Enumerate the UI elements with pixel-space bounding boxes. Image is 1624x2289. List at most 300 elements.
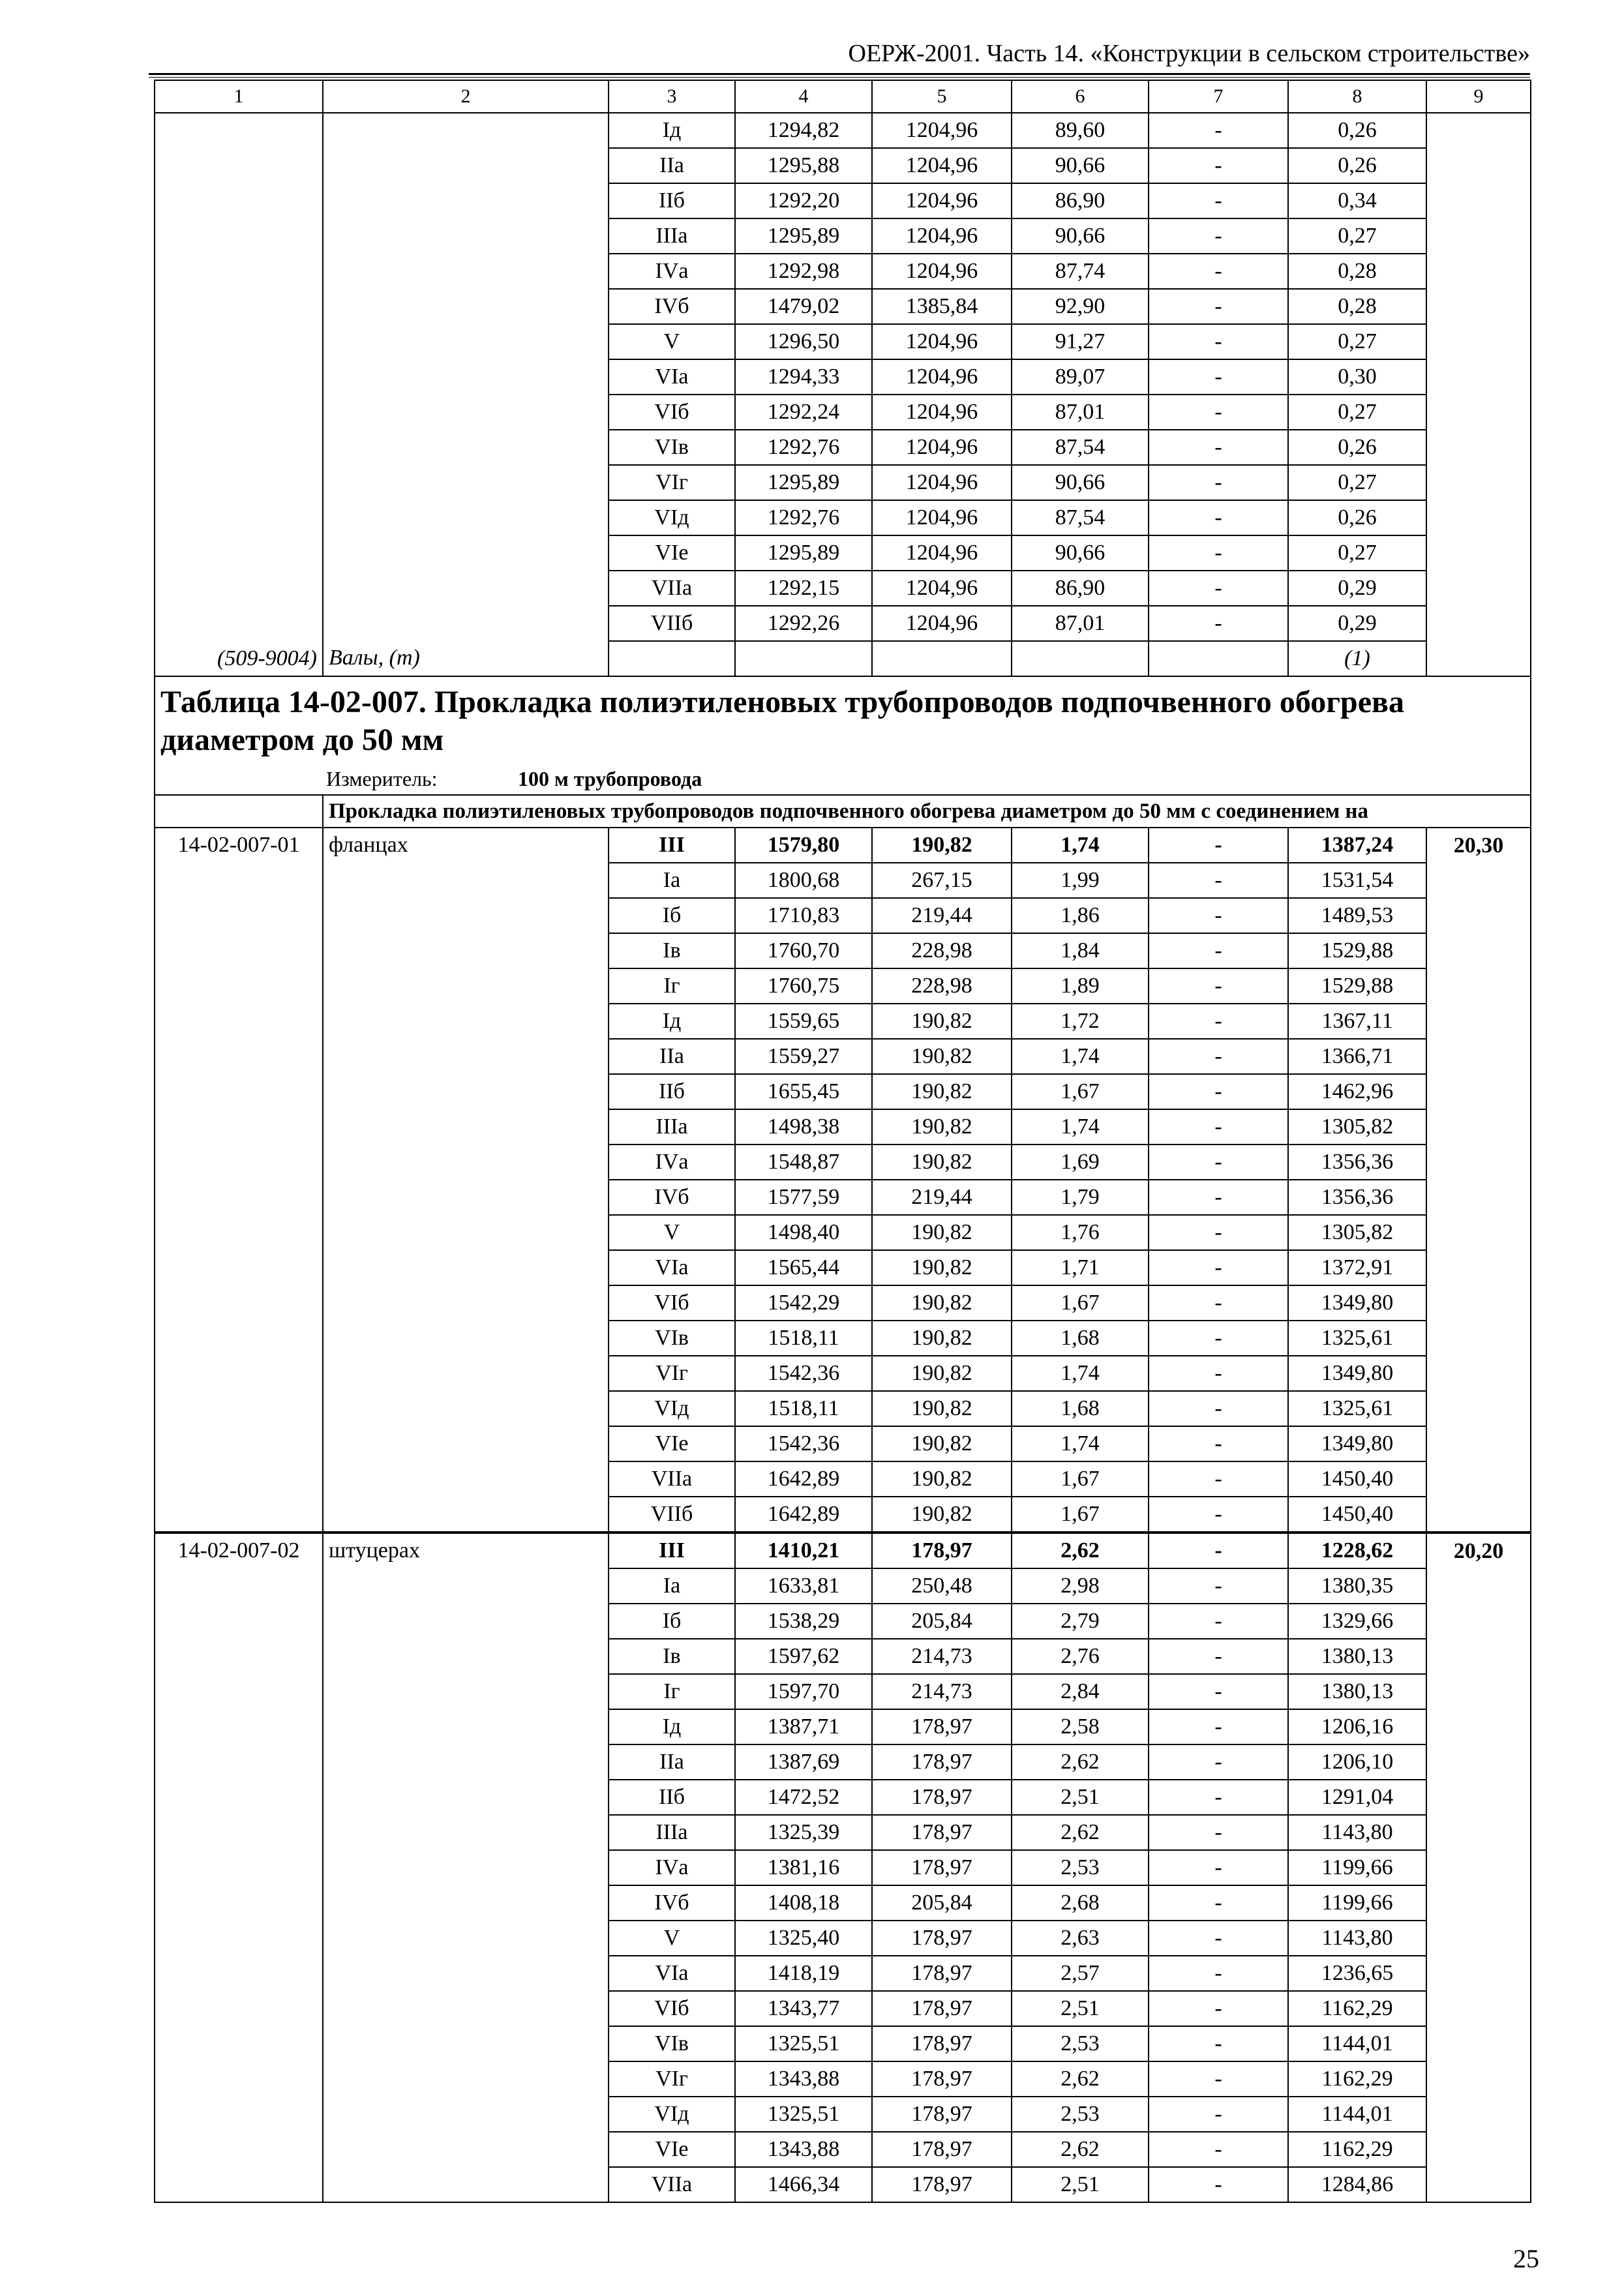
value-cell: 1162,29 bbox=[1288, 2132, 1426, 2167]
value-cell: 1325,51 bbox=[735, 2097, 872, 2132]
value-cell: 178,97 bbox=[872, 1744, 1012, 1780]
value-cell: 1559,65 bbox=[735, 1004, 872, 1039]
table-row bbox=[155, 359, 1531, 395]
value-cell: 0,26 bbox=[1288, 113, 1426, 148]
labor-cell bbox=[1426, 465, 1531, 500]
value-cell: 1380,13 bbox=[1288, 1639, 1426, 1674]
value-cell: - bbox=[1149, 1074, 1288, 1109]
code-cell bbox=[155, 1568, 323, 1604]
value-cell: - bbox=[1149, 254, 1288, 289]
value-cell: VIа bbox=[609, 359, 735, 395]
resource-row bbox=[155, 641, 1531, 676]
value-cell: 190,82 bbox=[872, 1144, 1012, 1180]
column-number: 9 bbox=[1426, 80, 1531, 113]
value-cell: 1410,21 bbox=[735, 1533, 872, 1568]
name-cell bbox=[323, 465, 609, 500]
table-row bbox=[155, 113, 1531, 148]
value-cell: 1204,96 bbox=[872, 148, 1012, 183]
value-cell: 1206,10 bbox=[1288, 1744, 1426, 1780]
code-cell bbox=[155, 395, 323, 430]
labor-cell bbox=[1426, 1109, 1531, 1144]
value-cell: 1565,44 bbox=[735, 1250, 872, 1285]
value-cell: 0,27 bbox=[1288, 465, 1426, 500]
value-cell: IVб bbox=[609, 1885, 735, 1921]
value-cell: 1597,70 bbox=[735, 1674, 872, 1709]
labor-cell bbox=[1426, 218, 1531, 254]
value-cell: IIб bbox=[609, 1780, 735, 1815]
value-cell: - bbox=[1149, 465, 1288, 500]
table-row bbox=[155, 1568, 1531, 1604]
value-cell: 2,62 bbox=[1012, 1744, 1149, 1780]
value-cell: 1,84 bbox=[1012, 933, 1149, 968]
value-cell: 1356,36 bbox=[1288, 1144, 1426, 1180]
value-cell: VIе bbox=[609, 535, 735, 571]
value-cell: 0,29 bbox=[1288, 606, 1426, 641]
value-cell: - bbox=[1149, 1285, 1288, 1321]
value-cell: IIа bbox=[609, 1744, 735, 1780]
value-cell: IIб bbox=[609, 183, 735, 218]
value-cell: - bbox=[1149, 1885, 1288, 1921]
resource-name: Валы, (т) bbox=[323, 641, 609, 676]
value-cell: 1385,84 bbox=[872, 289, 1012, 324]
value-cell: 1387,69 bbox=[735, 1744, 872, 1780]
column-number: 4 bbox=[735, 80, 872, 113]
labor-cell bbox=[1426, 254, 1531, 289]
name-cell bbox=[323, 113, 609, 148]
name-cell bbox=[323, 1180, 609, 1215]
header-rule bbox=[149, 73, 1530, 75]
name-cell bbox=[323, 1850, 609, 1885]
table-row bbox=[155, 1497, 1531, 1533]
labor-cell bbox=[1426, 1850, 1531, 1885]
name-cell bbox=[323, 2132, 609, 2167]
value-cell: - bbox=[1149, 2026, 1288, 2061]
value-cell: 178,97 bbox=[872, 1956, 1012, 1991]
name-cell bbox=[323, 1321, 609, 1356]
value-cell: - bbox=[1149, 1144, 1288, 1180]
value-cell: 1349,80 bbox=[1288, 1285, 1426, 1321]
value-cell: 1760,70 bbox=[735, 933, 872, 968]
value-cell: 190,82 bbox=[872, 1109, 1012, 1144]
code-cell bbox=[155, 1285, 323, 1321]
value-cell: V bbox=[609, 1921, 735, 1956]
labor-cell bbox=[1426, 359, 1531, 395]
value-cell: 1466,34 bbox=[735, 2167, 872, 2202]
value-cell: 0,27 bbox=[1288, 324, 1426, 359]
labor-cell bbox=[1426, 571, 1531, 606]
code-cell bbox=[155, 1815, 323, 1850]
value-cell: 178,97 bbox=[872, 1709, 1012, 1744]
value-cell: - bbox=[1149, 1568, 1288, 1604]
value-cell: 1380,35 bbox=[1288, 1568, 1426, 1604]
value-cell: - bbox=[1149, 1744, 1288, 1780]
value-cell: - bbox=[1149, 1215, 1288, 1250]
code-cell bbox=[155, 2061, 323, 2097]
value-cell: - bbox=[1149, 183, 1288, 218]
name-cell bbox=[323, 1004, 609, 1039]
name-cell bbox=[323, 1991, 609, 2026]
value-cell: 2,57 bbox=[1012, 1956, 1149, 1991]
value-cell: 2,51 bbox=[1012, 1780, 1149, 1815]
table-row bbox=[155, 254, 1531, 289]
value-cell: - bbox=[1149, 430, 1288, 465]
labor-cell bbox=[1426, 1074, 1531, 1109]
value-cell: 0,26 bbox=[1288, 500, 1426, 535]
code-cell bbox=[155, 148, 323, 183]
value-cell: V bbox=[609, 1215, 735, 1250]
value-cell: 1387,24 bbox=[1288, 828, 1426, 863]
table-title-row bbox=[155, 676, 1531, 763]
value-cell: 214,73 bbox=[872, 1674, 1012, 1709]
labor-cell bbox=[1426, 1780, 1531, 1815]
value-cell: 1292,76 bbox=[735, 430, 872, 465]
code-cell bbox=[155, 1956, 323, 1991]
table-row bbox=[155, 606, 1531, 641]
labor-cell bbox=[1426, 395, 1531, 430]
table-row bbox=[155, 1744, 1531, 1780]
name-cell bbox=[323, 183, 609, 218]
value-cell: 267,15 bbox=[872, 863, 1012, 898]
value-cell: 1367,11 bbox=[1288, 1004, 1426, 1039]
labor-cell bbox=[1426, 1709, 1531, 1744]
name-cell bbox=[323, 1497, 609, 1533]
labor-cell bbox=[1426, 898, 1531, 933]
value-cell: 1292,76 bbox=[735, 500, 872, 535]
value-cell: - bbox=[1149, 606, 1288, 641]
name-cell bbox=[323, 1144, 609, 1180]
code-cell bbox=[155, 289, 323, 324]
labor-cell: 20,20 bbox=[1426, 1533, 1531, 1568]
code-cell bbox=[155, 1780, 323, 1815]
table-row bbox=[155, 863, 1531, 898]
code-cell bbox=[155, 1991, 323, 2026]
value-cell: 1,71 bbox=[1012, 1250, 1149, 1285]
code-cell bbox=[155, 1426, 323, 1461]
table-row bbox=[155, 1426, 1531, 1461]
value-cell: 90,66 bbox=[1012, 148, 1149, 183]
value-cell: - bbox=[1149, 1039, 1288, 1074]
labor-cell bbox=[1426, 1215, 1531, 1250]
table-row bbox=[155, 1604, 1531, 1639]
value-cell: - bbox=[1149, 1921, 1288, 1956]
value-cell: 0,27 bbox=[1288, 395, 1426, 430]
value-cell: 1577,59 bbox=[735, 1180, 872, 1215]
value-cell: 2,51 bbox=[1012, 1991, 1149, 2026]
value-cell: 1450,40 bbox=[1288, 1461, 1426, 1497]
value-cell: - bbox=[1149, 1109, 1288, 1144]
value-cell: 87,54 bbox=[1012, 430, 1149, 465]
labor-cell bbox=[1426, 113, 1531, 148]
table-row bbox=[155, 1144, 1531, 1180]
code-cell bbox=[155, 1321, 323, 1356]
value-cell: VIд bbox=[609, 1391, 735, 1426]
value-cell: Iг bbox=[609, 1674, 735, 1709]
value-cell: VIIб bbox=[609, 606, 735, 641]
value-cell: 1325,40 bbox=[735, 1921, 872, 1956]
value-cell: Iб bbox=[609, 1604, 735, 1639]
value-cell: - bbox=[1149, 968, 1288, 1004]
code-cell bbox=[155, 1497, 323, 1533]
value-cell: 1144,01 bbox=[1288, 2026, 1426, 2061]
value-cell: 1548,87 bbox=[735, 1144, 872, 1180]
name-cell bbox=[323, 2026, 609, 2061]
value-cell: 1,67 bbox=[1012, 1497, 1149, 1533]
table-row bbox=[155, 1921, 1531, 1956]
code-cell bbox=[155, 606, 323, 641]
value-cell: 0,27 bbox=[1288, 218, 1426, 254]
value-cell: IVб bbox=[609, 1180, 735, 1215]
code-cell bbox=[155, 218, 323, 254]
value-cell: IVб bbox=[609, 289, 735, 324]
value-cell: - bbox=[1149, 1533, 1288, 1568]
value-cell: - bbox=[1149, 898, 1288, 933]
table-row bbox=[155, 1709, 1531, 1744]
value-cell: IVа bbox=[609, 254, 735, 289]
value-cell: 1143,80 bbox=[1288, 1815, 1426, 1850]
value-cell: 205,84 bbox=[872, 1604, 1012, 1639]
code-cell bbox=[155, 898, 323, 933]
value-cell: 178,97 bbox=[872, 2167, 1012, 2202]
value-cell: 1760,75 bbox=[735, 968, 872, 1004]
value-cell: 1204,96 bbox=[872, 218, 1012, 254]
value-cell: 1,67 bbox=[1012, 1461, 1149, 1497]
value-cell: - bbox=[1149, 218, 1288, 254]
value-cell: VIIа bbox=[609, 571, 735, 606]
labor-cell bbox=[1426, 2167, 1531, 2202]
name-cell bbox=[323, 1109, 609, 1144]
value-cell: 1655,45 bbox=[735, 1074, 872, 1109]
value-cell: VIб bbox=[609, 1991, 735, 2026]
value-cell: VIг bbox=[609, 465, 735, 500]
value-cell: 178,97 bbox=[872, 2132, 1012, 2167]
name-cell bbox=[323, 1391, 609, 1426]
value-cell: 1,99 bbox=[1012, 863, 1149, 898]
value-cell: 1559,27 bbox=[735, 1039, 872, 1074]
code-cell bbox=[155, 359, 323, 395]
value-cell: IIб bbox=[609, 1074, 735, 1109]
value-cell: 87,01 bbox=[1012, 606, 1149, 641]
code-cell bbox=[155, 1004, 323, 1039]
value-cell: IIа bbox=[609, 1039, 735, 1074]
labor-cell bbox=[1426, 933, 1531, 968]
value-cell: III bbox=[609, 828, 735, 863]
value-cell: 0,27 bbox=[1288, 535, 1426, 571]
code-cell bbox=[155, 324, 323, 359]
value-cell: 190,82 bbox=[872, 1074, 1012, 1109]
table-row bbox=[155, 1885, 1531, 1921]
value-cell: Iа bbox=[609, 1568, 735, 1604]
labor-cell bbox=[1426, 1956, 1531, 1991]
value-cell: 1542,29 bbox=[735, 1285, 872, 1321]
table-row bbox=[155, 1109, 1531, 1144]
value-cell: - bbox=[1149, 1709, 1288, 1744]
name-cell bbox=[323, 606, 609, 641]
code-cell bbox=[155, 465, 323, 500]
table-row bbox=[155, 1674, 1531, 1709]
name-cell bbox=[323, 1674, 609, 1709]
value-cell: 1343,88 bbox=[735, 2132, 872, 2167]
labor-cell bbox=[1426, 1321, 1531, 1356]
value-cell: 190,82 bbox=[872, 1391, 1012, 1426]
labor-cell bbox=[1426, 1039, 1531, 1074]
table-row bbox=[155, 430, 1531, 465]
code-cell bbox=[155, 1674, 323, 1709]
value-cell: 178,97 bbox=[872, 1780, 1012, 1815]
name-cell bbox=[323, 968, 609, 1004]
name-cell bbox=[323, 535, 609, 571]
code-cell bbox=[155, 1639, 323, 1674]
value-cell: Iд bbox=[609, 1709, 735, 1744]
labor-cell bbox=[1426, 2132, 1531, 2167]
value-cell: 1,67 bbox=[1012, 1285, 1149, 1321]
value-cell: 1,68 bbox=[1012, 1391, 1149, 1426]
value-cell: 1295,88 bbox=[735, 148, 872, 183]
value-cell: 1489,53 bbox=[1288, 898, 1426, 933]
value-cell: - bbox=[1149, 500, 1288, 535]
value-cell: 1199,66 bbox=[1288, 1850, 1426, 1885]
value-cell: - bbox=[1149, 535, 1288, 571]
name-cell bbox=[323, 500, 609, 535]
column-number: 7 bbox=[1149, 80, 1288, 113]
labor-cell bbox=[1426, 1391, 1531, 1426]
value-cell: - bbox=[1149, 1497, 1288, 1533]
name-cell bbox=[323, 148, 609, 183]
value-cell: 1372,91 bbox=[1288, 1250, 1426, 1285]
value-cell: 190,82 bbox=[872, 1497, 1012, 1533]
table-row bbox=[155, 1391, 1531, 1426]
table-row bbox=[155, 933, 1531, 968]
value-cell: 1529,88 bbox=[1288, 968, 1426, 1004]
labor-cell bbox=[1426, 1639, 1531, 1674]
value-cell: 214,73 bbox=[872, 1639, 1012, 1674]
labor-cell bbox=[1426, 289, 1531, 324]
table-row bbox=[155, 1850, 1531, 1885]
value-cell: 87,54 bbox=[1012, 500, 1149, 535]
value-cell: 89,07 bbox=[1012, 359, 1149, 395]
value-cell: 0,30 bbox=[1288, 359, 1426, 395]
value-cell: 1204,96 bbox=[872, 113, 1012, 148]
value-cell: 1291,04 bbox=[1288, 1780, 1426, 1815]
code-cell bbox=[155, 254, 323, 289]
code-cell bbox=[155, 183, 323, 218]
value-cell: 1292,26 bbox=[735, 606, 872, 641]
value-cell: 1,74 bbox=[1012, 1109, 1149, 1144]
value-cell: 1450,40 bbox=[1288, 1497, 1426, 1533]
value-cell: 1295,89 bbox=[735, 465, 872, 500]
table-row bbox=[155, 1780, 1531, 1815]
code-cell bbox=[155, 2097, 323, 2132]
value-cell: - bbox=[1149, 1956, 1288, 1991]
value-cell: 1349,80 bbox=[1288, 1356, 1426, 1391]
labor-cell bbox=[1426, 1285, 1531, 1321]
code-cell bbox=[155, 500, 323, 535]
value-cell: 1,74 bbox=[1012, 1426, 1149, 1461]
value-cell: 1,89 bbox=[1012, 968, 1149, 1004]
value-cell: - bbox=[1149, 289, 1288, 324]
code-cell bbox=[155, 1391, 323, 1426]
code-cell bbox=[155, 1461, 323, 1497]
value-cell: IIIа bbox=[609, 1109, 735, 1144]
value-cell: 178,97 bbox=[872, 1533, 1012, 1568]
value-cell: 190,82 bbox=[872, 1039, 1012, 1074]
value-cell: 2,62 bbox=[1012, 2132, 1149, 2167]
value-cell: IIа bbox=[609, 148, 735, 183]
value-cell: 1472,52 bbox=[735, 1780, 872, 1815]
table-title: Таблица 14-02-007. Прокладка полиэтиленовых трубопроводов подпочвенного обогрева диаметром до 50 мм bbox=[155, 676, 1531, 763]
name-cell bbox=[323, 1709, 609, 1744]
value-cell: 1325,39 bbox=[735, 1815, 872, 1850]
value-cell: 1143,80 bbox=[1288, 1921, 1426, 1956]
value-cell: 1204,96 bbox=[872, 183, 1012, 218]
value-cell: 1,76 bbox=[1012, 1215, 1149, 1250]
table-row bbox=[155, 571, 1531, 606]
labor-cell bbox=[1426, 183, 1531, 218]
code-cell bbox=[155, 1144, 323, 1180]
code-cell bbox=[155, 1039, 323, 1074]
page-header: ОЕРЖ-2001. Часть 14. «Конструкции в сельском строительстве» bbox=[848, 40, 1530, 67]
value-cell: - bbox=[1149, 359, 1288, 395]
value-cell: 1204,96 bbox=[872, 395, 1012, 430]
table-row bbox=[155, 2132, 1531, 2167]
value-cell: 1,86 bbox=[1012, 898, 1149, 933]
value-cell: Iг bbox=[609, 968, 735, 1004]
value-cell: - bbox=[1149, 1321, 1288, 1356]
name-cell bbox=[323, 1215, 609, 1250]
value-cell: 1206,16 bbox=[1288, 1709, 1426, 1744]
code-cell bbox=[155, 2026, 323, 2061]
table-row bbox=[155, 1321, 1531, 1356]
measure-label: Измеритель: bbox=[326, 767, 438, 790]
code-cell bbox=[155, 2167, 323, 2202]
value-cell: Iв bbox=[609, 1639, 735, 1674]
value-cell: - bbox=[1149, 324, 1288, 359]
value-cell: VIIа bbox=[609, 1461, 735, 1497]
value-cell: IVа bbox=[609, 1850, 735, 1885]
value-cell: 178,97 bbox=[872, 1815, 1012, 1850]
labor-cell bbox=[1426, 1921, 1531, 1956]
table-row bbox=[155, 828, 1531, 863]
value-cell: - bbox=[1149, 1356, 1288, 1391]
code-cell bbox=[155, 1921, 323, 1956]
value-cell: 0,29 bbox=[1288, 571, 1426, 606]
value-cell: 1800,68 bbox=[735, 863, 872, 898]
value-cell: 190,82 bbox=[872, 1356, 1012, 1391]
code-cell bbox=[155, 535, 323, 571]
value-cell: 178,97 bbox=[872, 2026, 1012, 2061]
name-cell bbox=[323, 1744, 609, 1780]
table-row bbox=[155, 1215, 1531, 1250]
labor-cell bbox=[1426, 1744, 1531, 1780]
value-cell: 205,84 bbox=[872, 1885, 1012, 1921]
name-cell bbox=[323, 324, 609, 359]
value-cell: 1,68 bbox=[1012, 1321, 1149, 1356]
value-cell: 190,82 bbox=[872, 1285, 1012, 1321]
value-cell: - bbox=[1149, 1250, 1288, 1285]
value-cell: VIб bbox=[609, 1285, 735, 1321]
value-cell: 1,74 bbox=[1012, 1039, 1149, 1074]
table-row bbox=[155, 1815, 1531, 1850]
value-cell bbox=[609, 641, 735, 676]
rate-name: штуцерах bbox=[323, 1533, 609, 1568]
code-cell bbox=[155, 1709, 323, 1744]
value-cell: 1199,66 bbox=[1288, 1885, 1426, 1921]
value-cell: 190,82 bbox=[872, 1215, 1012, 1250]
name-cell bbox=[323, 1285, 609, 1321]
value-cell: Iд bbox=[609, 1004, 735, 1039]
table-row bbox=[155, 1533, 1531, 1568]
value-cell: 90,66 bbox=[1012, 465, 1149, 500]
name-cell bbox=[323, 898, 609, 933]
